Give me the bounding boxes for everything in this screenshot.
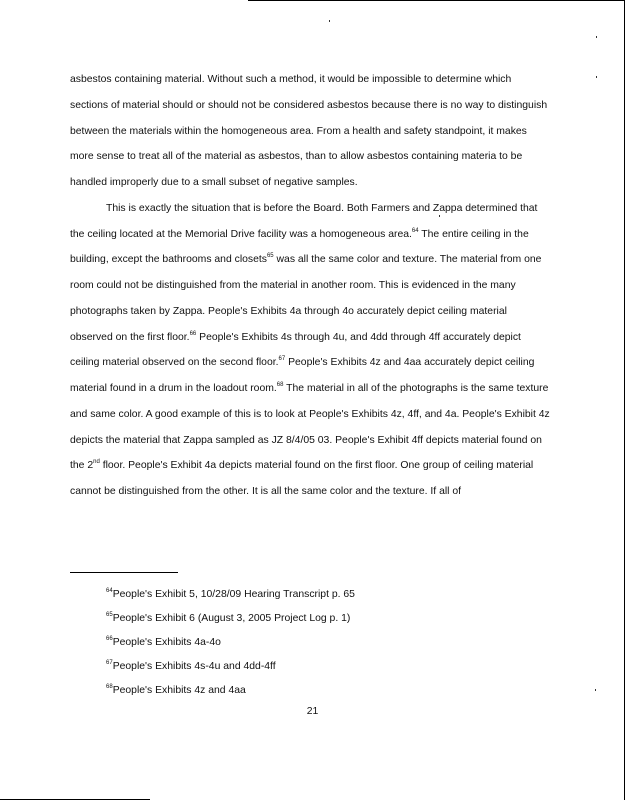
footnote-number: 64 <box>106 588 113 594</box>
footnote-ref: 65 <box>266 253 274 260</box>
scan-speck <box>595 689 596 691</box>
footnote-number: 68 <box>106 684 113 690</box>
footnote <box>106 631 526 655</box>
footnote <box>106 679 526 703</box>
document-body <box>70 67 550 505</box>
footnote-ref: 64 <box>411 227 419 234</box>
paragraph-continuation: asbestos containing material. Without such a method, it would be impossible to determine which sections of material should or should not be considered asbestos because there is no way to distinguish between the materials within the homogeneous area. From a health and safety standpoint, it makes more sense to treat all of the material as asbestos, than to allow asbestos containing materia to be handled improperly due to a small subset of negative samples. <box>70 74 548 188</box>
footnotes <box>106 583 526 703</box>
footnote-ref: 68 <box>276 382 284 388</box>
footnote-number: 66 <box>106 636 113 642</box>
footnote-text: People's Exhibit 6 (August 3, 2005 Project Log p. 1) <box>112 613 351 624</box>
footnote-text: People's Exhibits 4s-4u and 4dd-4ff <box>112 661 276 672</box>
paragraph-text: This is exactly the situation that is before the Board. Both Farmers and Zappa determined that the ceiling located at the Memorial Drive facility was a homogeneous area. <box>70 202 538 240</box>
footnote-number: 65 <box>106 612 113 618</box>
paragraph-homogeneous-area <box>70 196 550 505</box>
footnote-ref: 67 <box>278 356 286 363</box>
footnote <box>106 655 526 679</box>
footnote <box>106 583 526 607</box>
footnote-separator <box>70 572 178 573</box>
paragraph-text: People's Exhibits 4s through 4u, and 4dd through 4ff accurately depict ceiling material observed on the second floor. <box>70 331 521 369</box>
paragraph-text: People's Exhibits 4z and 4aa accurately depict ceiling material found in a drum in the loadout room. <box>70 357 535 394</box>
paragraph-text: The material in all of the photographs is the same texture and same color. A good example of this is to look at People's Exhibits 4z, 4ff, and 4a. People's Exhibit 4z depicts the material that Zappa sampled as JZ 8/4/05 03. People's Exhibit 4ff depicts material found on the 2 <box>70 383 550 472</box>
footnote-text: People's Exhibits 4z and 4aa <box>112 685 246 696</box>
footnote-text: People's Exhibit 5, 10/28/09 Hearing Transcript p. 65 <box>112 589 355 600</box>
footnote <box>106 607 526 631</box>
scan-edge-top <box>248 0 625 1</box>
paragraph-text: The entire ceiling in the building, except the bathrooms and closets <box>70 228 529 266</box>
scan-speck <box>329 20 330 22</box>
scan-speck <box>596 36 597 38</box>
page-number: 21 <box>306 706 319 717</box>
footnote-ref: 66 <box>189 330 197 337</box>
ordinal-suffix: nd <box>93 459 100 466</box>
paragraph-text: was all the same color and texture. The material from one room could not be distinguished from the material in another room. This is evidenced in the many photographs taken by Zappa. People's Exhibits 4a through 4o accurately depict ceiling material observed on the first floor. <box>70 254 542 343</box>
footnote-number: 67 <box>106 660 113 666</box>
paragraph-text: floor. People's Exhibit 4a depicts material found on the first floor. One group of ceiling material cannot be distinguished from the other. It is all the same color and the texture. If all of <box>70 460 534 497</box>
scan-speck <box>596 76 597 78</box>
footnote-text: People's Exhibits 4a-4o <box>112 637 221 648</box>
